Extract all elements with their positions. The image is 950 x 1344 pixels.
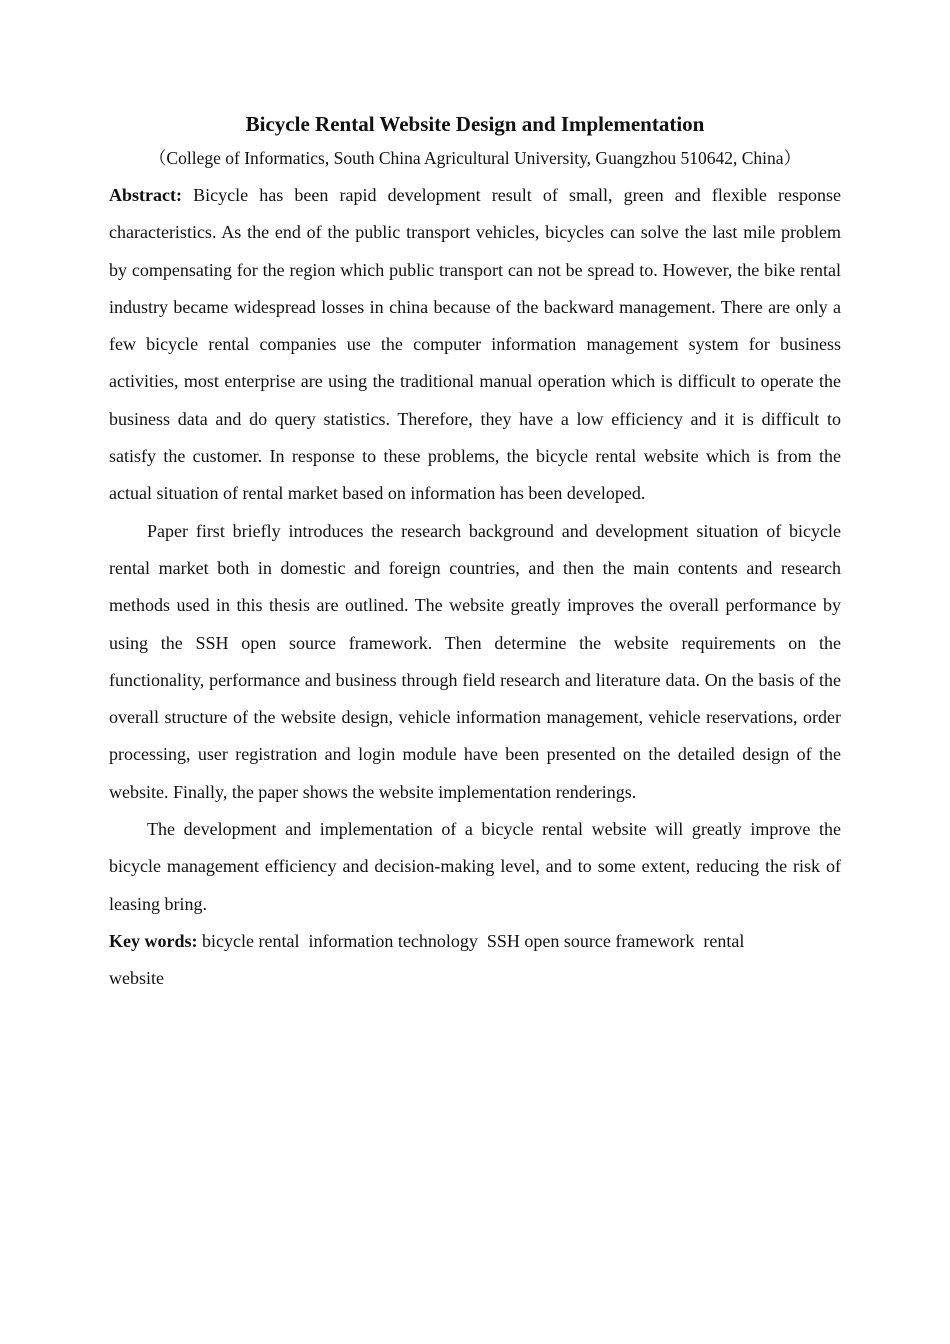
keywords bbox=[109, 923, 789, 998]
paper-page bbox=[109, 108, 841, 998]
paper-title: Bicycle Rental Website Design and Implementation bbox=[245, 112, 705, 136]
keywords-label: Key words: bbox=[109, 930, 198, 951]
affiliation: （College of Informatics, South China Agricultural University, Guangzhou 510642, China） bbox=[148, 148, 802, 168]
abstract-label: Abstract: bbox=[109, 185, 182, 205]
abstract-paragraph-3: The development and implementation of a bicycle rental website will greatly improve the bicycle management efficiency and decision-making level, and to some extent, reducing the risk of leasing bring. bbox=[109, 819, 841, 914]
abstract-text-1: Bicycle has been rapid development result of small, green and flexible response characteristics. As the end of the public transport vehicles, bicycles can solve the last mile problem by compensating for the region which public transport can not be spread to. However, the bike rental industry became widespread losses in china because of the backward management. There are only a few bicycle rental companies use the computer information management system for business activities, most enterprise are using the traditional manual operation which is difficult to operate the business data and do query statistics. Therefore, they have a low efficiency and it is difficult to satisfy the customer. In response to these problems, the bicycle rental website which is from the actual situation of rental market based on information has been developed. bbox=[109, 185, 842, 504]
keywords-text: bicycle rental information technology SSH open source framework rental website bbox=[109, 930, 749, 989]
abstract-paragraph-2: Paper first briefly introduces the research background and development situation of bicycle rental market both in domestic and foreign countries, and then the main contents and research methods used in this thesis are outlined. The website greatly improves the overall performance by using the SSH open source framework. Then determine the website requirements on the functionality, performance and business through field research and literature data. On the basis of the overall structure of the website design, vehicle information management, vehicle reservations, order processing, user registration and login module have been presented on the detailed design of the website. Finally, the paper shows the website implementation renderings. bbox=[109, 520, 841, 802]
abstract-paragraph-1 bbox=[109, 177, 841, 513]
